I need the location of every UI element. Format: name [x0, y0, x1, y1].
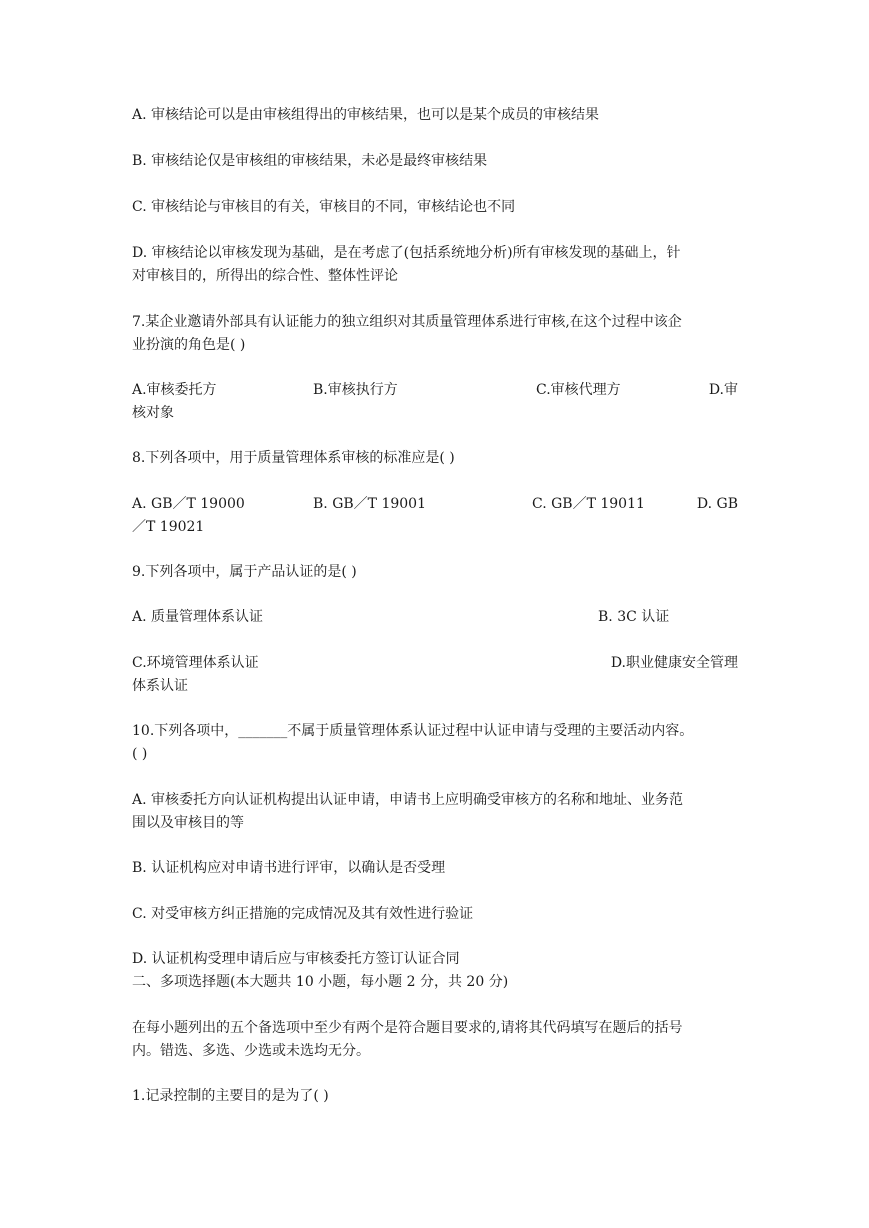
q9-options-row-2 [132, 652, 738, 675]
q7-stem-line2: 业扮演的角色是( ) [132, 337, 246, 353]
q9-option-b: B. 3C 认证 [598, 609, 670, 625]
q10-stem-line2: ( ) [132, 746, 148, 762]
q8-options-row [132, 493, 738, 516]
q6-option-a: A. 审核结论可以是由审核组得出的审核结果，也可以是某个成员的审核结果 [132, 107, 600, 123]
q7-stem-line1: 7.某企业邀请外部具有认证能力的独立组织对其质量管理体系进行审核,在这个过程中该企 [132, 314, 682, 330]
q7-option-c: C.审核代理方 [536, 382, 621, 398]
section2-heading: 二、多项选择题(本大题共 10 小题，每小题 2 分，共 20 分) [132, 974, 509, 990]
q8-option-b: B. GB／T 19001 [313, 496, 426, 512]
q6-option-d-line1: D. 审核结论以审核发现为基础，是在考虑了(包括系统地分析)所有审核发现的基础上，针 [132, 245, 681, 261]
q8-option-d: D. GB [696, 496, 738, 512]
q10-option-a-line1: A. 审核委托方向认证机构提出认证申请，申请书上应明确受审核方的名称和地址、业务范 [132, 792, 684, 808]
q8-option-a: A. GB／T 19000 [132, 496, 245, 512]
q7-option-d: D.审 [708, 382, 738, 398]
q10-option-c: C. 对受审核方纠正措施的完成情况及其有效性进行验证 [132, 906, 474, 922]
q7-option-a: A.审核委托方 [132, 382, 217, 398]
q6-option-d-line2: 对审核目的，所得出的综合性、整体性评论 [132, 268, 398, 284]
q8-stem: 8.下列各项中，用于质量管理体系审核的标准应是( ) [132, 450, 455, 466]
section2-instruction-line1: 在每小题列出的五个备选项中至少有两个是符合题目要求的,请将其代码填写在题后的括号 [132, 1020, 683, 1036]
q9-options-row-1 [132, 606, 738, 629]
q9-option-c: C.环境管理体系认证 [132, 655, 259, 671]
mq1-stem: 1.记录控制的主要目的是为了( ) [132, 1088, 329, 1104]
q7-option-d-continued: 核对象 [132, 405, 174, 421]
q6-option-c: C. 审核结论与审核目的有关，审核目的不同，审核结论也不同 [132, 199, 516, 215]
q6-option-b: B. 审核结论仅是审核组的审核结果，未必是最终审核结果 [132, 153, 488, 169]
q9-option-a: A. 质量管理体系认证 [132, 609, 264, 625]
q10-option-d: D. 认证机构受理申请后应与审核委托方签订认证合同 [132, 951, 460, 967]
q10-option-a-line2: 围以及审核目的等 [132, 815, 244, 831]
q10-stem-line1: 10.下列各项中，_______不属于质量管理体系认证过程中认证申请与受理的主要活动内容。 [132, 723, 694, 739]
q9-stem: 9.下列各项中，属于产品认证的是( ) [132, 564, 357, 580]
q8-option-d-continued: ／T 19021 [132, 519, 205, 535]
section2-instruction-line2: 内。错选、多选、少选或未选均无分。 [132, 1043, 370, 1059]
q8-option-c: C. GB／T 19011 [532, 496, 645, 512]
q7-option-b: B.审核执行方 [313, 382, 398, 398]
q9-option-d: D.职业健康安全管理 [610, 655, 738, 671]
q9-option-d-continued: 体系认证 [132, 678, 188, 694]
q10-option-b: B. 认证机构应对申请书进行评审，以确认是否受理 [132, 860, 446, 876]
q7-options-row [132, 379, 738, 402]
